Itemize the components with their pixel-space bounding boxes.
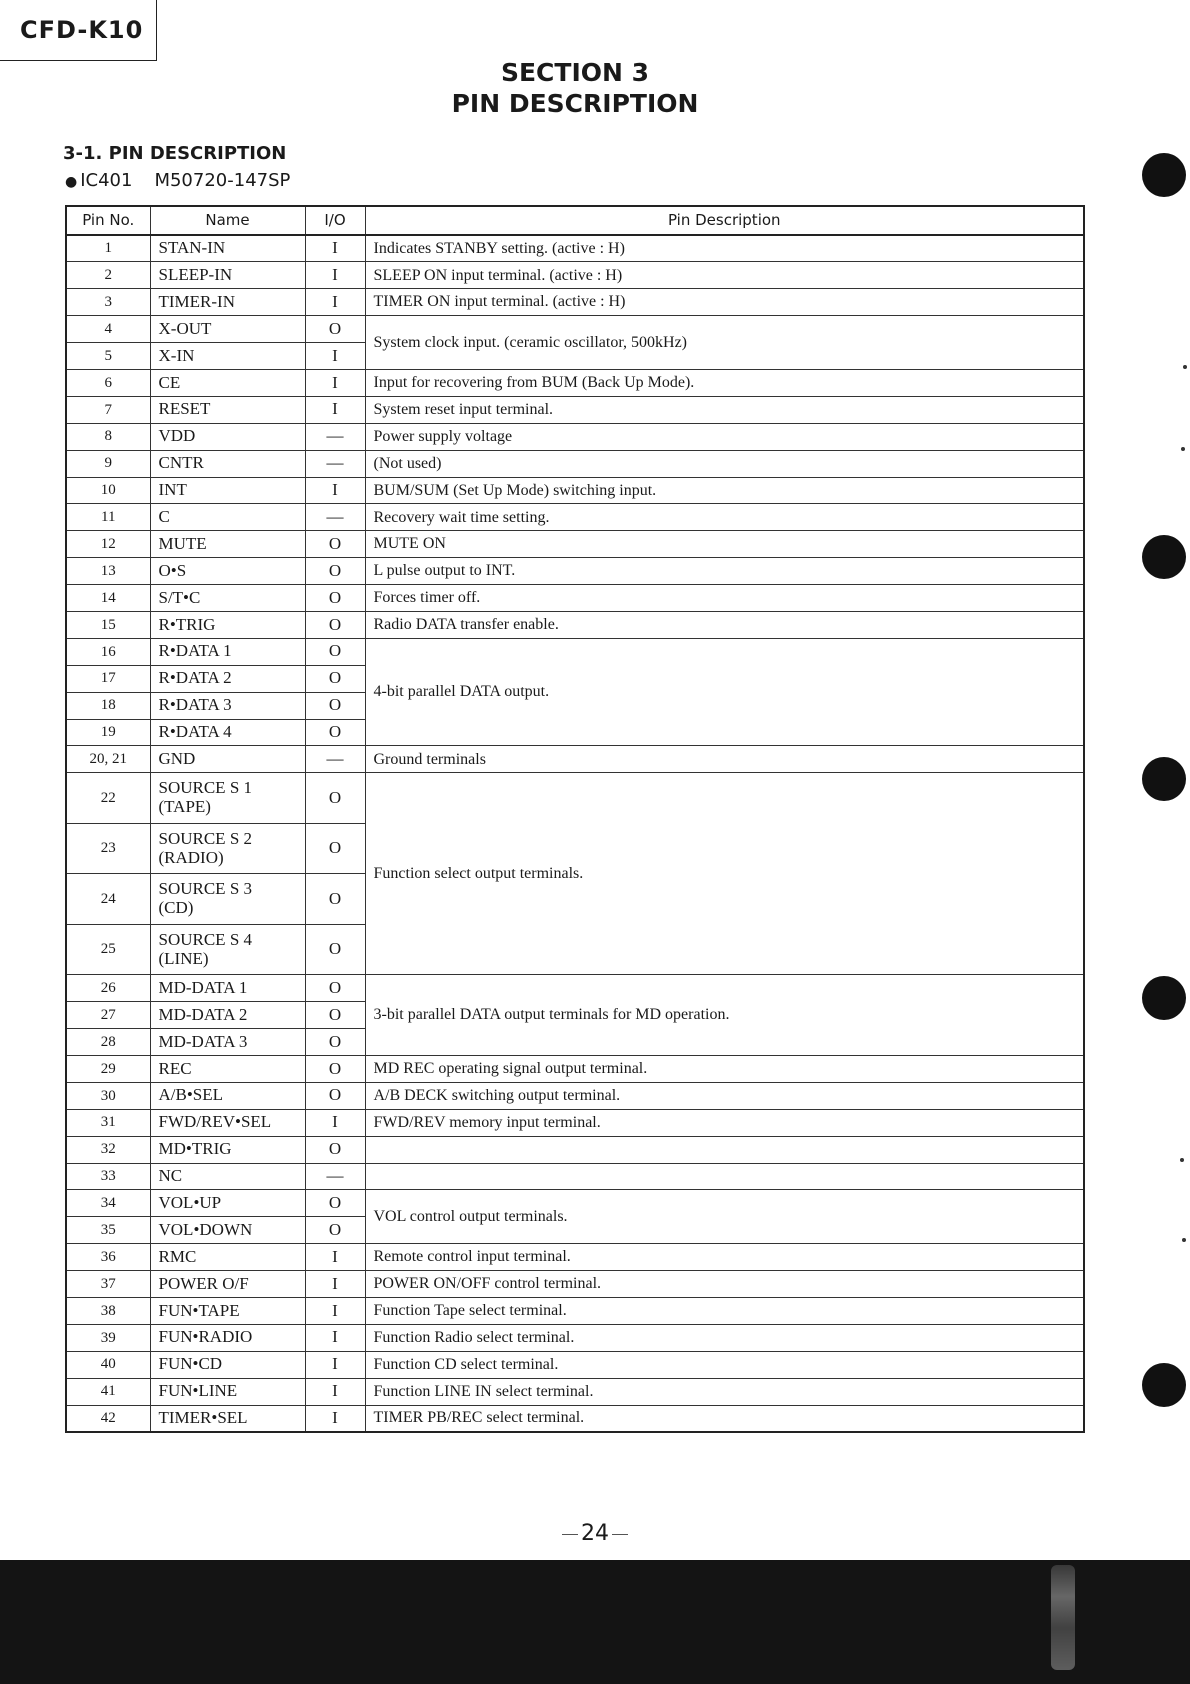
table-row (66, 1190, 1084, 1217)
pin-name: X-IN (150, 343, 305, 370)
table-row (66, 369, 1084, 396)
pin-number: 6 (66, 369, 150, 396)
pin-table (65, 205, 1085, 1433)
pin-io: O (305, 1217, 365, 1244)
header-io: I/O (305, 206, 365, 235)
scan-speck (1180, 1158, 1184, 1162)
pin-io: I (305, 1109, 365, 1136)
table-row (66, 504, 1084, 531)
pin-number: 11 (66, 504, 150, 531)
pin-name: FUN•TAPE (150, 1298, 305, 1325)
table-header-row (66, 206, 1084, 235)
pin-name: POWER O/F (150, 1271, 305, 1298)
pin-number: 34 (66, 1190, 150, 1217)
pin-number: 33 (66, 1163, 150, 1190)
table-row (66, 773, 1084, 824)
section-number: SECTION 3 (500, 58, 650, 87)
binder-hole-icon (1142, 757, 1186, 801)
pin-name: O•S (150, 558, 305, 585)
pin-name: RMC (150, 1244, 305, 1271)
pin-description: Recovery wait time setting. (365, 504, 1084, 531)
pin-description (365, 1163, 1084, 1190)
pin-number: 3 (66, 289, 150, 316)
pin-description: 3-bit parallel DATA output terminals for MD operation. (365, 975, 1084, 1056)
pin-name: MUTE (150, 531, 305, 558)
table-row (66, 1378, 1084, 1405)
pin-description: 4-bit parallel DATA output. (365, 638, 1084, 746)
pin-description: Power supply voltage (365, 423, 1084, 450)
pin-number: 10 (66, 477, 150, 504)
table-row (66, 1109, 1084, 1136)
pin-io: O (305, 316, 365, 343)
pin-number: 14 (66, 585, 150, 612)
pin-io: O (305, 1002, 365, 1029)
pin-name-line2: (CD) (158, 898, 194, 918)
pin-number: 39 (66, 1324, 150, 1351)
pin-description (365, 1136, 1084, 1163)
pin-name: MD-DATA 3 (150, 1029, 305, 1056)
pin-description: Radio DATA transfer enable. (365, 611, 1084, 638)
pin-io: O (305, 692, 365, 719)
pin-io: I (305, 289, 365, 316)
table-row (66, 262, 1084, 289)
pin-number: 19 (66, 719, 150, 746)
subsection-heading: 3-1. PIN DESCRIPTION (63, 143, 287, 164)
table-row (66, 746, 1084, 773)
table-row (66, 235, 1084, 262)
pin-name-line1: SOURCE S 3 (158, 879, 253, 899)
header-pin-no: Pin No. (66, 206, 150, 235)
pin-io: I (305, 262, 365, 289)
header-name: Name (150, 206, 305, 235)
pin-description: MD REC operating signal output terminal. (365, 1055, 1084, 1082)
pin-description: TIMER ON input terminal. (active : H) (365, 289, 1084, 316)
pin-name (150, 874, 305, 925)
pin-io: I (305, 1351, 365, 1378)
scan-border (0, 1560, 1190, 1684)
pin-description: L pulse output to INT. (365, 558, 1084, 585)
pin-name-line1: SOURCE S 4 (158, 929, 253, 949)
pin-number: 37 (66, 1271, 150, 1298)
pin-io: I (305, 235, 365, 262)
ic-label: IC401 (80, 170, 133, 191)
pin-description: Ground terminals (365, 746, 1084, 773)
pin-io: O (305, 1190, 365, 1217)
pin-number: 35 (66, 1217, 150, 1244)
pin-io: O (305, 585, 365, 612)
pin-name: A/B•SEL (150, 1082, 305, 1109)
pin-number: 29 (66, 1055, 150, 1082)
pin-number: 36 (66, 1244, 150, 1271)
pin-name: MD•TRIG (150, 1136, 305, 1163)
pin-number: 27 (66, 1002, 150, 1029)
pin-name: REC (150, 1055, 305, 1082)
pin-number: 1 (66, 235, 150, 262)
table-row (66, 1163, 1084, 1190)
pin-description: VOL control output terminals. (365, 1190, 1084, 1244)
pin-number: 13 (66, 558, 150, 585)
pin-number: 38 (66, 1298, 150, 1325)
pin-name: TIMER•SEL (150, 1405, 305, 1432)
table-row (66, 1271, 1084, 1298)
table-row (66, 1055, 1084, 1082)
pin-number: 24 (66, 874, 150, 925)
pin-name: FUN•LINE (150, 1378, 305, 1405)
table-row (66, 638, 1084, 665)
pin-name: CE (150, 369, 305, 396)
pin-description: POWER ON/OFF control terminal. (365, 1271, 1084, 1298)
pin-io: I (305, 343, 365, 370)
pin-number: 20, 21 (66, 746, 150, 773)
pin-io: O (305, 1136, 365, 1163)
table-row (66, 289, 1084, 316)
pin-io: I (305, 369, 365, 396)
pin-number: 30 (66, 1082, 150, 1109)
table-row (66, 1298, 1084, 1325)
pin-name: VDD (150, 423, 305, 450)
pin-description: System reset input terminal. (365, 396, 1084, 423)
pin-name: MD-DATA 2 (150, 1002, 305, 1029)
binder-hole-icon (1142, 976, 1186, 1020)
pin-io: I (305, 1378, 365, 1405)
header-description: Pin Description (365, 206, 1084, 235)
pin-name (150, 773, 305, 824)
pin-io: — (305, 1163, 365, 1190)
pin-description: TIMER PB/REC select terminal. (365, 1405, 1084, 1432)
page-number: 24 (545, 1521, 645, 1546)
table-row (66, 1405, 1084, 1432)
pin-name: GND (150, 746, 305, 773)
table-row (66, 1082, 1084, 1109)
table-row (66, 477, 1084, 504)
pin-description: System clock input. (ceramic oscillator, 500kHz) (365, 316, 1084, 370)
pin-io: — (305, 450, 365, 477)
pin-number: 40 (66, 1351, 150, 1378)
ic-part-number: M50720-147SP (154, 170, 291, 191)
pin-io: I (305, 1244, 365, 1271)
pin-name-line1: SOURCE S 1 (158, 778, 253, 798)
pin-io: I (305, 477, 365, 504)
pin-io: O (305, 773, 365, 824)
pin-number: 8 (66, 423, 150, 450)
pin-number: 26 (66, 975, 150, 1002)
pin-name: X-OUT (150, 316, 305, 343)
pin-name-line2: (RADIO) (158, 847, 224, 867)
pin-io: — (305, 746, 365, 773)
pin-number: 23 (66, 823, 150, 874)
table-row (66, 531, 1084, 558)
pin-description: Function LINE IN select terminal. (365, 1378, 1084, 1405)
pin-name (150, 823, 305, 874)
pin-description: Function Radio select terminal. (365, 1324, 1084, 1351)
table-row (66, 450, 1084, 477)
pin-table-body (66, 235, 1084, 1432)
table-row (66, 1136, 1084, 1163)
pin-description: Remote control input terminal. (365, 1244, 1084, 1271)
pin-io: O (305, 611, 365, 638)
pin-description: BUM/SUM (Set Up Mode) switching input. (365, 477, 1084, 504)
pin-name: R•DATA 3 (150, 692, 305, 719)
binder-hole-icon (1142, 535, 1186, 579)
scan-speck (1183, 365, 1187, 369)
bullet-icon: ● (65, 174, 78, 190)
pin-name: FWD/REV•SEL (150, 1109, 305, 1136)
pin-name: STAN-IN (150, 235, 305, 262)
pin-name: VOL•DOWN (150, 1217, 305, 1244)
pin-io: I (305, 1405, 365, 1432)
pin-name-line2: (LINE) (158, 948, 209, 968)
pin-io: O (305, 975, 365, 1002)
pin-name-line2: (TAPE) (158, 797, 211, 817)
pin-io: O (305, 719, 365, 746)
pin-description: Forces timer off. (365, 585, 1084, 612)
pin-io: I (305, 396, 365, 423)
pin-io: O (305, 558, 365, 585)
pin-number: 16 (66, 638, 150, 665)
pin-number: 17 (66, 665, 150, 692)
pin-number: 22 (66, 773, 150, 824)
pin-number: 42 (66, 1405, 150, 1432)
pin-name: RESET (150, 396, 305, 423)
pin-name: R•DATA 2 (150, 665, 305, 692)
table-row (66, 1324, 1084, 1351)
scan-speck (1181, 447, 1185, 451)
pin-name: TIMER-IN (150, 289, 305, 316)
pin-name: R•DATA 4 (150, 719, 305, 746)
pin-io: I (305, 1271, 365, 1298)
pin-io: O (305, 823, 365, 874)
pin-io: I (305, 1324, 365, 1351)
pin-number: 31 (66, 1109, 150, 1136)
table-row (66, 585, 1084, 612)
pin-name: S/T•C (150, 585, 305, 612)
pin-io: O (305, 638, 365, 665)
pin-number: 15 (66, 611, 150, 638)
pin-name: CNTR (150, 450, 305, 477)
table-row (66, 396, 1084, 423)
scan-artifact (1051, 1565, 1075, 1670)
pin-number: 12 (66, 531, 150, 558)
table-row (66, 423, 1084, 450)
pin-name: NC (150, 1163, 305, 1190)
pin-number: 5 (66, 343, 150, 370)
pin-io: O (305, 665, 365, 692)
pin-description: A/B DECK switching output terminal. (365, 1082, 1084, 1109)
pin-name: VOL•UP (150, 1190, 305, 1217)
ic-identifier (65, 170, 290, 191)
pin-io: O (305, 874, 365, 925)
pin-number: 7 (66, 396, 150, 423)
pin-description: Function Tape select terminal. (365, 1298, 1084, 1325)
pin-name (150, 924, 305, 975)
pin-description: Indicates STANBY setting. (active : H) (365, 235, 1084, 262)
pin-io: O (305, 1029, 365, 1056)
pin-io: O (305, 924, 365, 975)
pin-number: 18 (66, 692, 150, 719)
pin-number: 9 (66, 450, 150, 477)
pin-io: O (305, 1082, 365, 1109)
table-row (66, 558, 1084, 585)
table-row (66, 975, 1084, 1002)
pin-name: R•TRIG (150, 611, 305, 638)
pin-description: MUTE ON (365, 531, 1084, 558)
pin-name: MD-DATA 1 (150, 975, 305, 1002)
pin-number: 25 (66, 924, 150, 975)
pin-io: — (305, 504, 365, 531)
pin-name: R•DATA 1 (150, 638, 305, 665)
pin-number: 32 (66, 1136, 150, 1163)
pin-name: SLEEP-IN (150, 262, 305, 289)
pin-number: 28 (66, 1029, 150, 1056)
pin-io: O (305, 1055, 365, 1082)
pin-number: 2 (66, 262, 150, 289)
model-label: CFD-K10 (0, 0, 157, 61)
pin-name: FUN•CD (150, 1351, 305, 1378)
binder-hole-icon (1142, 1363, 1186, 1407)
table-row (66, 1351, 1084, 1378)
pin-io: — (305, 423, 365, 450)
binder-hole-icon (1142, 153, 1186, 197)
pin-description: Function select output terminals. (365, 773, 1084, 975)
pin-number: 4 (66, 316, 150, 343)
pin-description: Input for recovering from BUM (Back Up Mode). (365, 369, 1084, 396)
pin-description: Function CD select terminal. (365, 1351, 1084, 1378)
table-row (66, 1244, 1084, 1271)
pin-io: I (305, 1298, 365, 1325)
scan-speck (1182, 1238, 1186, 1242)
pin-description: SLEEP ON input terminal. (active : H) (365, 262, 1084, 289)
pin-name-line1: SOURCE S 2 (158, 828, 253, 848)
pin-io: O (305, 531, 365, 558)
pin-description: (Not used) (365, 450, 1084, 477)
table-row (66, 611, 1084, 638)
table-row (66, 316, 1084, 343)
pin-number: 41 (66, 1378, 150, 1405)
page-title: PIN DESCRIPTION (451, 89, 699, 118)
pin-name: C (150, 504, 305, 531)
pin-name: INT (150, 477, 305, 504)
pin-name: FUN•RADIO (150, 1324, 305, 1351)
pin-description: FWD/REV memory input terminal. (365, 1109, 1084, 1136)
